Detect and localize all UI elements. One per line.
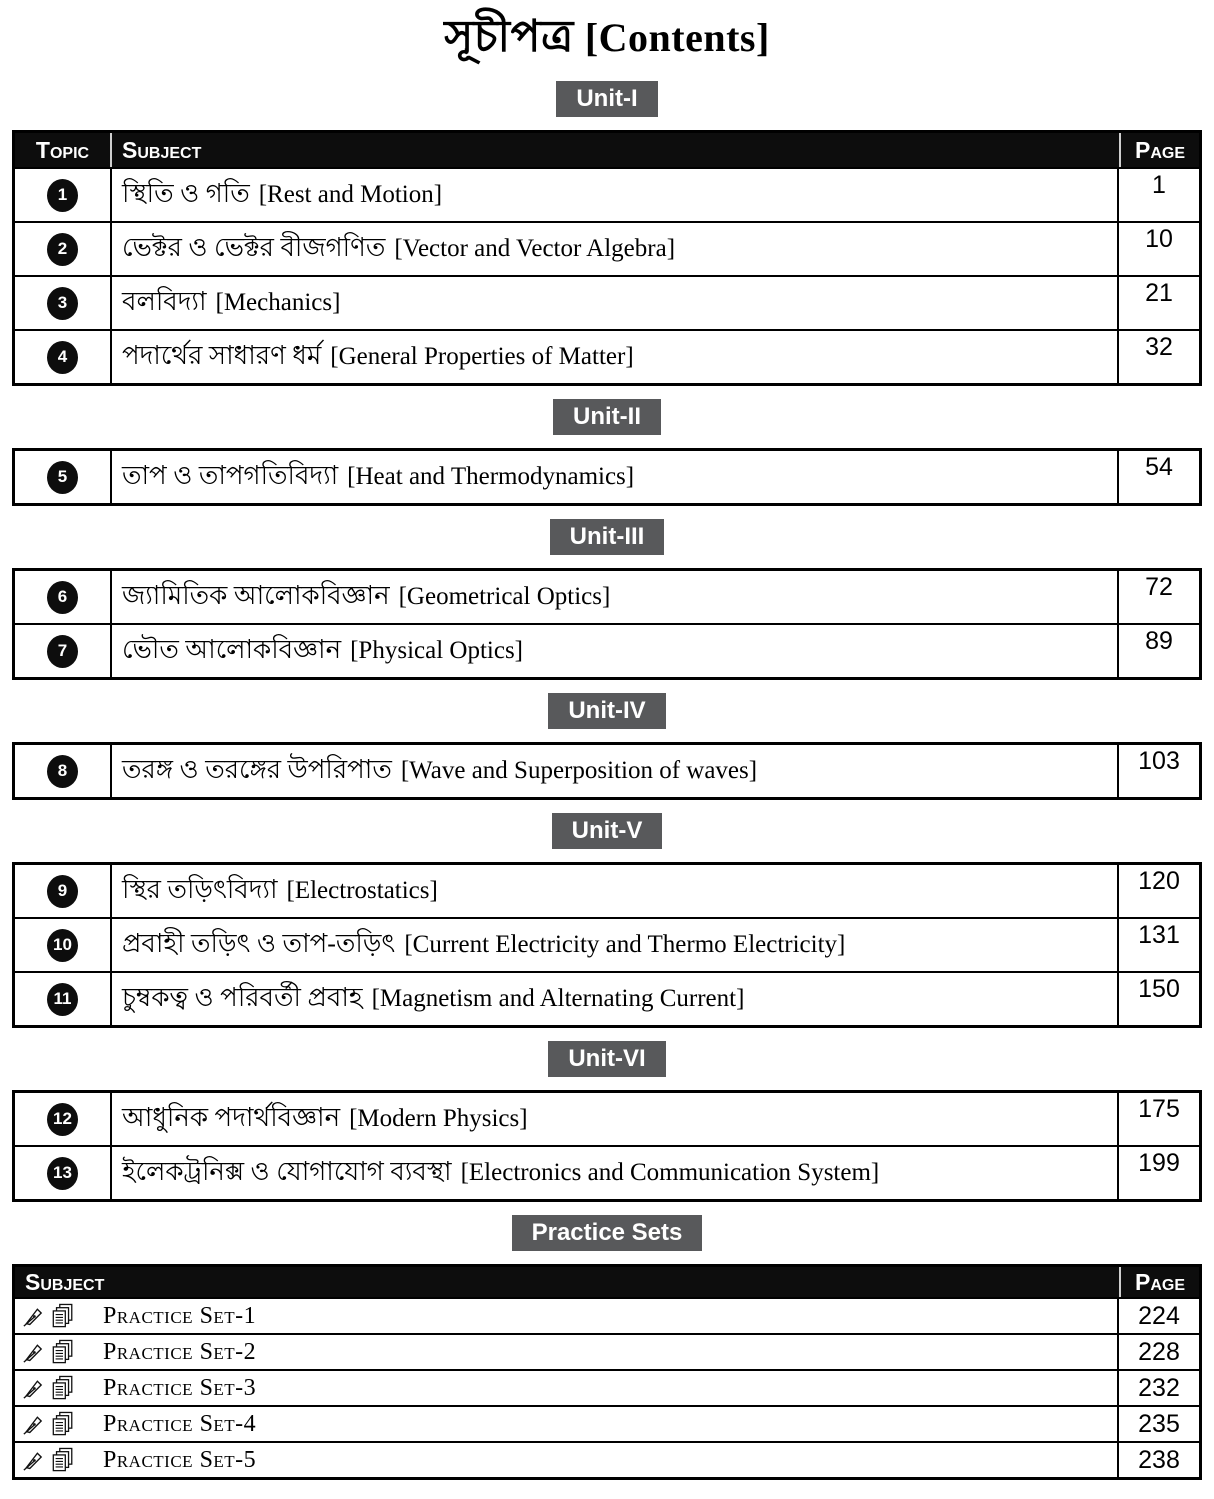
practice-sets-table [12,1264,1202,1480]
subject-english: [General Properties of Matter] [330,343,634,370]
badge-unit-2: Unit-II [553,399,661,435]
practice-row [15,1369,1199,1405]
topic-number-badge: 6 [47,581,78,614]
unit-4-table [12,742,1202,800]
toc-row [15,275,1199,329]
topic-number-badge: 4 [47,341,78,374]
page-number: 21 [1145,279,1173,307]
header-subject: Subject [25,1268,105,1295]
page-number: 120 [1138,867,1180,895]
topic-cell [15,571,110,623]
practice-set-label: Practice Set-4 [103,1410,257,1437]
topic-cell [15,451,110,503]
toc-row [15,971,1199,1025]
subject-cell [110,919,1119,971]
toc-row [15,1093,1199,1145]
topic-cell [15,865,110,917]
badge-unit-6: Unit-VI [548,1041,665,1077]
topic-cell [15,625,110,677]
subject-bengali: ভেক্টর ও ভেক্টর বীজগণিত [122,233,386,262]
subject-cell [110,625,1119,677]
header-subject: Subject [110,133,1119,167]
practice-set-label: Practice Set-2 [103,1338,257,1365]
page-number: 89 [1145,627,1173,655]
subject-cell [110,277,1119,329]
documents-icon [51,1339,75,1365]
subject-bengali: আধুনিক পদার্থবিজ্ঞান [122,1103,341,1132]
topic-number-badge: 7 [47,635,78,668]
subject-bengali: পদার্থের সাধারণ ধর্ম [122,341,322,370]
subject-english: [Electrostatics] [286,877,438,904]
pen-icon [23,1305,45,1327]
badge-practice-sets: Practice Sets [512,1215,703,1251]
topic-cell [15,745,110,797]
page-number: 232 [1138,1373,1180,1402]
unit-5-table [12,862,1202,1028]
topic-cell [15,277,110,329]
badge-unit-4: Unit-IV [548,693,665,729]
subject-cell [110,223,1119,275]
subject-bengali: স্থিতি ও গতি [122,179,250,208]
subject-bengali: জ্যামিতিক আলোকবিজ্ঞান [122,581,390,610]
documents-icon [51,1447,75,1473]
topic-cell [15,1093,110,1145]
subject-english: [Physical Optics] [350,637,523,664]
subject-cell [110,331,1119,383]
page-number: 131 [1138,921,1180,949]
practice-header-row [15,1267,1199,1297]
practice-row [15,1405,1199,1441]
unit-3-table [12,568,1202,680]
documents-icon [51,1375,75,1401]
toc-row [15,221,1199,275]
subject-bengali: ইলেকট্রনিক্স ও যোগাযোগ ব্যবস্থা [122,1157,452,1186]
subject-bengali: বলবিদ্যা [122,287,207,316]
subject-english: [Electronics and Communication System] [460,1159,880,1186]
practice-subject-cell [15,1335,1119,1369]
subject-english: [Magnetism and Alternating Current] [371,985,745,1012]
practice-subject-cell [15,1443,1119,1477]
toc-row [15,451,1199,503]
subject-cell [110,865,1119,917]
practice-subject-cell [15,1407,1119,1441]
subject-cell [110,451,1119,503]
practice-set-label: Practice Set-5 [103,1446,257,1473]
toc-row [15,745,1199,797]
topic-number-badge: 9 [47,875,78,908]
topic-number-badge: 11 [47,983,78,1016]
page-number: 10 [1145,225,1173,253]
subject-english: [Current Electricity and Thermo Electricity] [404,931,846,958]
subject-bengali: চুম্বকত্ব ও পরিবর্তী প্রবাহ [122,983,363,1012]
practice-row [15,1333,1199,1369]
unit-1-table [12,130,1202,386]
practice-row [15,1297,1199,1333]
toc-row [15,623,1199,677]
subject-english: [Geometrical Optics] [398,583,611,610]
pen-icon [23,1341,45,1363]
toc-row [15,571,1199,623]
page-number: 72 [1145,573,1173,601]
page-number: 32 [1145,333,1173,361]
topic-number-badge: 1 [47,179,78,212]
practice-set-label: Practice Set-1 [103,1302,257,1329]
page-number: 235 [1138,1409,1180,1438]
topic-number-badge: 5 [47,461,78,494]
page-number: 228 [1138,1337,1180,1366]
subject-english: [Vector and Vector Algebra] [394,235,676,262]
topic-number-badge: 2 [47,233,78,266]
documents-icon [51,1303,75,1329]
page-title-bengali: সূচীপত্র [444,12,574,61]
topic-cell [15,223,110,275]
toc-row [15,917,1199,971]
page-number: 224 [1138,1301,1180,1330]
subject-bengali: তাপ ও তাপগতিবিদ্যা [122,461,339,490]
subject-cell [110,169,1119,221]
documents-icon [51,1411,75,1437]
topic-cell [15,331,110,383]
header-page: Page [1119,1267,1199,1297]
badge-unit-3: Unit-III [550,519,665,555]
subject-english: [Modern Physics] [349,1105,528,1132]
subject-cell [110,973,1119,1025]
topic-number-badge: 13 [47,1157,78,1190]
page-number: 175 [1138,1095,1180,1123]
page-number: 150 [1138,975,1180,1003]
toc-row [15,329,1199,383]
practice-subject-cell [15,1371,1119,1405]
page-number: 199 [1138,1149,1180,1177]
pen-icon [23,1413,45,1435]
toc-row [15,167,1199,221]
subject-english: [Rest and Motion] [258,181,443,208]
pen-icon [23,1377,45,1399]
subject-cell [110,1147,1119,1199]
subject-english: [Heat and Thermodynamics] [347,463,635,490]
topic-number-badge: 10 [47,929,78,962]
topic-cell [15,919,110,971]
subject-cell [110,1093,1119,1145]
topic-cell [15,169,110,221]
unit-2-table [12,448,1202,506]
practice-subject-cell [15,1299,1119,1333]
pen-icon [23,1449,45,1471]
page-number: 238 [1138,1445,1180,1474]
unit-6-table [12,1090,1202,1202]
table-header-row [15,133,1199,167]
subject-cell [110,571,1119,623]
topic-cell [15,1147,110,1199]
topic-number-badge: 8 [47,755,78,788]
page-title [12,10,1202,65]
topic-number-badge: 3 [47,287,78,320]
practice-row [15,1441,1199,1477]
topic-number-badge: 12 [47,1103,78,1136]
practice-set-label: Practice Set-3 [103,1374,257,1401]
toc-row [15,865,1199,917]
header-page: Page [1119,133,1199,167]
page-number: 54 [1145,453,1173,481]
subject-bengali: প্রবাহী তড়িৎ ও তাপ-তড়িৎ [122,929,396,958]
header-topic: Topic [35,136,90,163]
topic-cell [15,973,110,1025]
subject-english: [Mechanics] [215,289,341,316]
badge-unit-1: Unit-I [556,81,657,117]
subject-bengali: ভৌত আলোকবিজ্ঞান [122,635,342,664]
subject-cell [110,745,1119,797]
toc-row [15,1145,1199,1199]
badge-unit-5: Unit-V [552,813,663,849]
page-number: 1 [1152,171,1166,199]
subject-bengali: স্থির তড়িৎবিদ্যা [122,875,278,904]
page-title-english: [Contents] [584,15,770,60]
subject-bengali: তরঙ্গ ও তরঙ্গের উপরিপাত [122,755,392,784]
page-number: 103 [1138,747,1180,775]
subject-english: [Wave and Superposition of waves] [400,757,758,784]
